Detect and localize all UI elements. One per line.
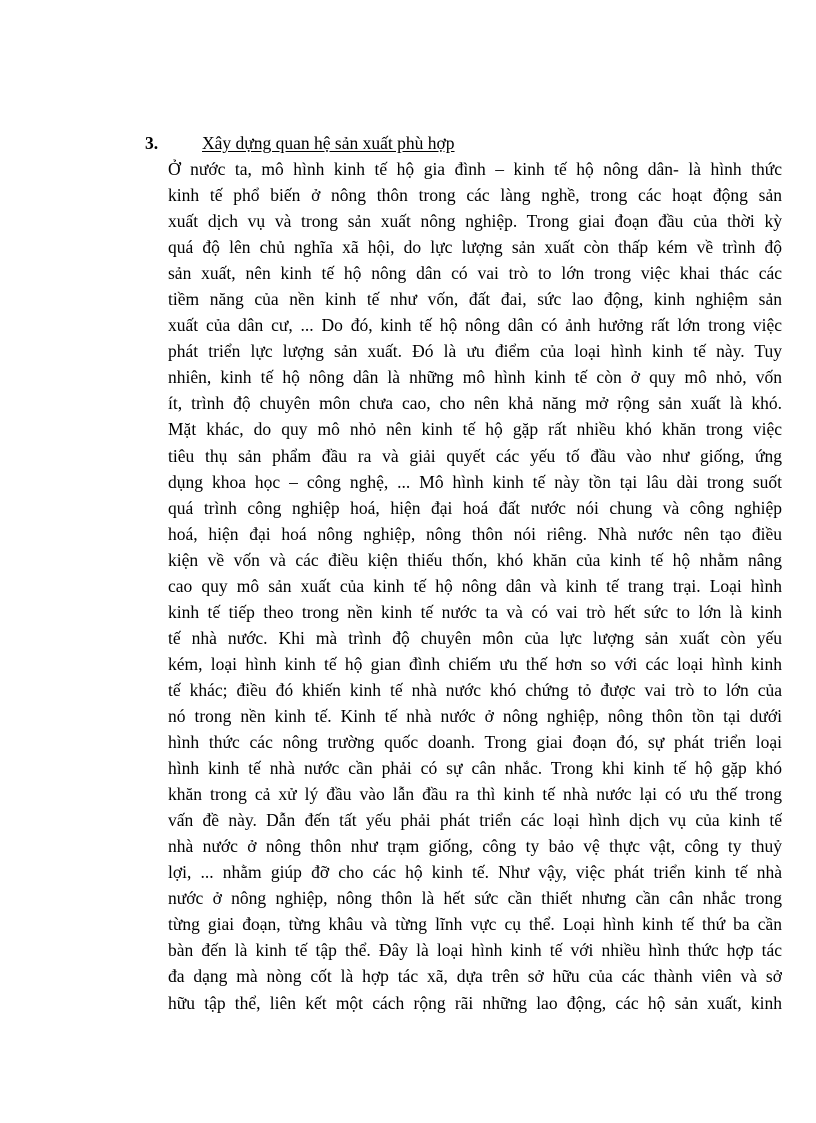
- body-paragraph: [168, 156, 782, 1016]
- paragraph-line: Ở nước ta, mô hình kinh tế hộ gia đình – kinh tế hộ nông dân- là hình thức: [168, 159, 782, 179]
- paragraph-line: đa dạng mà nòng cốt là hợp tác xã, dựa trên sở hữu của các thành viên và sở: [168, 966, 782, 987]
- section-number: 3.: [145, 133, 159, 153]
- paragraph-line: lợi, ... nhằm giúp đỡ cho các hộ kinh tế. Như vậy, việc phát triển kinh tế nhà: [168, 862, 782, 883]
- paragraph-line: cao quy mô sản xuất của kinh tế hộ nông dân và kinh tế trang trại. Loại hình: [168, 575, 782, 596]
- paragraph-line: kinh tế phổ biến ở nông thôn trong các làng nghề, trong các hoạt động sản: [168, 185, 782, 206]
- paragraph-line: tế nhà nước. Khi mà trình độ chuyên môn của lực lượng sản xuất còn yếu: [168, 627, 782, 648]
- paragraph-line: tiêu thụ sản phẩm đầu ra và giải quyết các yếu tố đầu vào như giống, ứng: [168, 445, 782, 466]
- paragraph-line: ít, trình độ chuyên môn chưa cao, cho nên khả năng mở rộng sản xuất là khó.: [168, 393, 782, 414]
- paragraph-line: nhiên, kinh tế hộ nông dân là những mô hình kinh tế còn ở quy mô nhỏ, vốn: [168, 367, 782, 388]
- section-heading: [145, 130, 785, 156]
- paragraph-line: quá độ lên chủ nghĩa xã hội, do lực lượng sản xuất còn thấp kém về trình độ: [168, 237, 782, 258]
- paragraph-line: kinh tế tiếp theo trong nền kinh tế nước ta và có vai trò hết sức to lớn là kinh: [168, 601, 782, 622]
- paragraph-line: khăn trong cả xử lý đầu vào lẫn đầu ra thì kinh tế nhà nước lại có ưu thế trong: [168, 784, 782, 805]
- paragraph-line: vấn đề này. Dẫn đến tất yếu phải phát triển các loại hình dịch vụ của kinh tế: [168, 810, 782, 831]
- paragraph-line: hình kinh tế nhà nước cần phải có sự cân nhắc. Trong khi kinh tế hộ gặp khó: [168, 758, 782, 779]
- paragraph-line: sản xuất, nên kinh tế hộ nông dân có vai trò to lớn trong việc khai thác các: [168, 263, 782, 284]
- paragraph-line: kiện về vốn và các điều kiện thiếu thốn, khó khăn của kinh tế hộ nhằm nâng: [168, 549, 782, 570]
- paragraph-line: dụng khoa học – công nghệ, ... Mô hình kinh tế này tồn tại lâu dài trong suốt: [168, 471, 782, 492]
- paragraph-line: nó trong nền kinh tế. Kinh tế nhà nước ở nông nghiệp, nông thôn tồn tại dưới: [168, 705, 782, 726]
- paragraph-line: xuất dịch vụ và trong sản xuất nông nghiệp. Trong giai đoạn đầu của thời kỳ: [168, 211, 782, 232]
- paragraph-line: tế khác; điều đó khiến kinh tế nhà nước khó chứng tỏ được vai trò to lớn của: [168, 679, 782, 700]
- paragraph-line: nhà nước ở nông thôn như trạm giống, công ty bảo vệ thực vật, công ty thuỷ: [168, 836, 782, 857]
- paragraph-line: tiềm năng của nền kinh tế như vốn, đất đai, sức lao động, kinh nghiệm sản: [168, 289, 782, 310]
- paragraph-line: phát triển lực lượng sản xuất. Đó là ưu điểm của loại hình kinh tế này. Tuy: [168, 341, 782, 362]
- paragraph-line: hình thức các nông trường quốc doanh. Trong giai đoạn đó, sự phát triển loại: [168, 732, 782, 753]
- paragraph-line: quá trình công nghiệp hoá, hiện đại hoá đất nước nói chung và công nghiệp: [168, 497, 782, 518]
- section-title: Xây dựng quan hệ sản xuất phù hợp: [202, 133, 455, 153]
- paragraph-line: xuất của dân cư, ... Do đó, kinh tế hộ nông dân có ảnh hưởng rất lớn trong việc: [168, 315, 782, 336]
- paragraph-line: kém, loại hình kinh tế hộ gian đình chiếm ưu thế hơn so với các loại hình kinh: [168, 653, 782, 674]
- paragraph-line: nước ở nông nghiệp, nông thôn là hết sức cần thiết nhưng cần cân nhắc trong: [168, 888, 782, 909]
- paragraph-line: từng giai đoạn, từng khâu và từng lĩnh vực cụ thể. Loại hình kinh tế thứ ba cần: [168, 914, 782, 935]
- paragraph-line: hoá, hiện đại hoá nông nghiệp, nông thôn nói riêng. Nhà nước nên tạo điều: [168, 523, 782, 544]
- paragraph-line: Mặt khác, do quy mô nhỏ nên kinh tế hộ gặp rất nhiều khó khăn trong việc: [168, 419, 782, 440]
- paragraph-line: bàn đến là kinh tế tập thể. Đây là loại hình kinh tế với nhiều hình thức hợp tác: [168, 940, 782, 961]
- paragraph-line: hữu tập thể, liên kết một cách rộng rãi những lao động, các hộ sản xuất, kinh: [168, 992, 782, 1013]
